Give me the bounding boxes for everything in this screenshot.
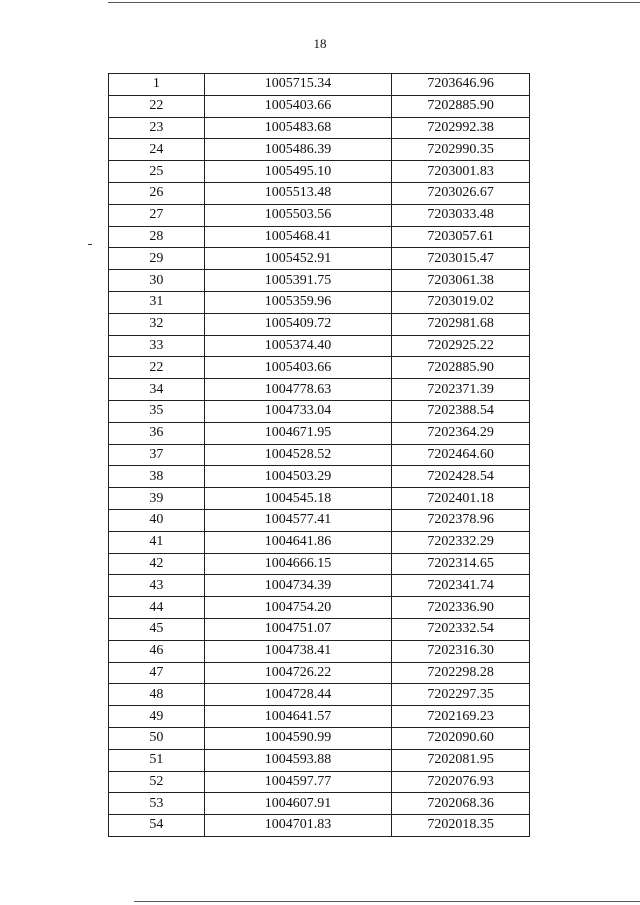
y-coordinate-cell: 7203015.47: [392, 248, 530, 270]
y-coordinate-cell: 7202925.22: [392, 335, 530, 357]
table-row: [109, 422, 530, 444]
point-number-cell: 47: [109, 662, 205, 684]
x-coordinate-cell: 1005359.96: [204, 291, 392, 313]
x-coordinate-cell: 1004503.29: [204, 466, 392, 488]
point-number-cell: 53: [109, 793, 205, 815]
y-coordinate-cell: 7202428.54: [392, 466, 530, 488]
y-coordinate-cell: 7203001.83: [392, 161, 530, 183]
point-number-cell: 24: [109, 139, 205, 161]
point-number-cell: 38: [109, 466, 205, 488]
point-number-cell: 28: [109, 226, 205, 248]
y-coordinate-cell: 7203061.38: [392, 270, 530, 292]
y-coordinate-cell: 7202364.29: [392, 422, 530, 444]
x-coordinate-cell: 1004728.44: [204, 684, 392, 706]
y-coordinate-cell: 7202981.68: [392, 313, 530, 335]
point-number-cell: 27: [109, 204, 205, 226]
point-number-cell: 25: [109, 161, 205, 183]
x-coordinate-cell: 1005374.40: [204, 335, 392, 357]
coordinates-table-body: [109, 74, 530, 837]
x-coordinate-cell: 1004733.04: [204, 400, 392, 422]
table-row: [109, 531, 530, 553]
table-row: [109, 488, 530, 510]
x-coordinate-cell: 1004701.83: [204, 815, 392, 837]
table-row: [109, 400, 530, 422]
x-coordinate-cell: 1004597.77: [204, 771, 392, 793]
x-coordinate-cell: 1005483.68: [204, 117, 392, 139]
table-row: [109, 466, 530, 488]
table-row: [109, 662, 530, 684]
x-coordinate-cell: 1004641.86: [204, 531, 392, 553]
top-rule: [108, 2, 640, 3]
y-coordinate-cell: 7203057.61: [392, 226, 530, 248]
x-coordinate-cell: 1004666.15: [204, 553, 392, 575]
point-number-cell: 45: [109, 618, 205, 640]
x-coordinate-cell: 1005403.66: [204, 95, 392, 117]
point-number-cell: 42: [109, 553, 205, 575]
point-number-cell: 48: [109, 684, 205, 706]
point-number-cell: 41: [109, 531, 205, 553]
x-coordinate-cell: 1004734.39: [204, 575, 392, 597]
y-coordinate-cell: 7202169.23: [392, 706, 530, 728]
point-number-cell: 44: [109, 597, 205, 619]
y-coordinate-cell: 7202332.29: [392, 531, 530, 553]
point-number-cell: 29: [109, 248, 205, 270]
table-row: [109, 684, 530, 706]
point-number-cell: 30: [109, 270, 205, 292]
x-coordinate-cell: 1005503.56: [204, 204, 392, 226]
table-row: [109, 793, 530, 815]
x-coordinate-cell: 1004778.63: [204, 379, 392, 401]
x-coordinate-cell: 1004751.07: [204, 618, 392, 640]
y-coordinate-cell: 7202464.60: [392, 444, 530, 466]
point-number-cell: 36: [109, 422, 205, 444]
point-number-cell: 43: [109, 575, 205, 597]
table-row: [109, 706, 530, 728]
y-coordinate-cell: 7202090.60: [392, 727, 530, 749]
y-coordinate-cell: 7202298.28: [392, 662, 530, 684]
point-number-cell: 54: [109, 815, 205, 837]
y-coordinate-cell: 7202297.35: [392, 684, 530, 706]
table-row: [109, 597, 530, 619]
table-row: [109, 313, 530, 335]
point-number-cell: 31: [109, 291, 205, 313]
y-coordinate-cell: 7202992.38: [392, 117, 530, 139]
table-row: [109, 139, 530, 161]
table-row: [109, 74, 530, 96]
table-row: [109, 640, 530, 662]
stray-mark: [88, 244, 92, 245]
y-coordinate-cell: 7202081.95: [392, 749, 530, 771]
x-coordinate-cell: 1004726.22: [204, 662, 392, 684]
x-coordinate-cell: 1005715.34: [204, 74, 392, 96]
point-number-cell: 33: [109, 335, 205, 357]
point-number-cell: 46: [109, 640, 205, 662]
x-coordinate-cell: 1004738.41: [204, 640, 392, 662]
x-coordinate-cell: 1004590.99: [204, 727, 392, 749]
point-number-cell: 37: [109, 444, 205, 466]
y-coordinate-cell: 7202316.30: [392, 640, 530, 662]
x-coordinate-cell: 1005403.66: [204, 357, 392, 379]
table-row: [109, 226, 530, 248]
point-number-cell: 51: [109, 749, 205, 771]
x-coordinate-cell: 1004545.18: [204, 488, 392, 510]
y-coordinate-cell: 7202314.65: [392, 553, 530, 575]
table-row: [109, 161, 530, 183]
coordinates-table: [108, 73, 530, 837]
x-coordinate-cell: 1004528.52: [204, 444, 392, 466]
x-coordinate-cell: 1005409.72: [204, 313, 392, 335]
table-row: [109, 771, 530, 793]
page-number: 18: [313, 36, 327, 51]
point-number-cell: 35: [109, 400, 205, 422]
y-coordinate-cell: 7203019.02: [392, 291, 530, 313]
x-coordinate-cell: 1004607.91: [204, 793, 392, 815]
table-row: [109, 815, 530, 837]
y-coordinate-cell: 7202885.90: [392, 357, 530, 379]
y-coordinate-cell: 7203033.48: [392, 204, 530, 226]
y-coordinate-cell: 7202885.90: [392, 95, 530, 117]
y-coordinate-cell: 7202378.96: [392, 509, 530, 531]
x-coordinate-cell: 1005486.39: [204, 139, 392, 161]
point-number-cell: 52: [109, 771, 205, 793]
y-coordinate-cell: 7202076.93: [392, 771, 530, 793]
table-row: [109, 270, 530, 292]
y-coordinate-cell: 7202990.35: [392, 139, 530, 161]
table-row: [109, 553, 530, 575]
x-coordinate-cell: 1005495.10: [204, 161, 392, 183]
point-number-cell: 26: [109, 182, 205, 204]
point-number-cell: 49: [109, 706, 205, 728]
table-row: [109, 749, 530, 771]
y-coordinate-cell: 7203646.96: [392, 74, 530, 96]
y-coordinate-cell: 7202332.54: [392, 618, 530, 640]
table-row: [109, 95, 530, 117]
x-coordinate-cell: 1005513.48: [204, 182, 392, 204]
point-number-cell: 40: [109, 509, 205, 531]
point-number-cell: 50: [109, 727, 205, 749]
x-coordinate-cell: 1004577.41: [204, 509, 392, 531]
point-number-cell: 32: [109, 313, 205, 335]
point-number-cell: 1: [109, 74, 205, 96]
y-coordinate-cell: 7203026.67: [392, 182, 530, 204]
table-row: [109, 357, 530, 379]
x-coordinate-cell: 1004671.95: [204, 422, 392, 444]
y-coordinate-cell: 7202371.39: [392, 379, 530, 401]
table-row: [109, 182, 530, 204]
table-row: [109, 379, 530, 401]
x-coordinate-cell: 1004641.57: [204, 706, 392, 728]
table-row: [109, 575, 530, 597]
table-row: [109, 727, 530, 749]
table-row: [109, 291, 530, 313]
bottom-rule: [134, 901, 640, 902]
table-row: [109, 204, 530, 226]
table-row: [109, 335, 530, 357]
x-coordinate-cell: 1005468.41: [204, 226, 392, 248]
y-coordinate-cell: 7202336.90: [392, 597, 530, 619]
table-row: [109, 509, 530, 531]
x-coordinate-cell: 1004593.88: [204, 749, 392, 771]
table-row: [109, 117, 530, 139]
y-coordinate-cell: 7202068.36: [392, 793, 530, 815]
x-coordinate-cell: 1005452.91: [204, 248, 392, 270]
y-coordinate-cell: 7202018.35: [392, 815, 530, 837]
point-number-cell: 23: [109, 117, 205, 139]
point-number-cell: 34: [109, 379, 205, 401]
point-number-cell: 22: [109, 357, 205, 379]
x-coordinate-cell: 1004754.20: [204, 597, 392, 619]
y-coordinate-cell: 7202388.54: [392, 400, 530, 422]
table-row: [109, 618, 530, 640]
table-row: [109, 444, 530, 466]
point-number-cell: 22: [109, 95, 205, 117]
y-coordinate-cell: 7202401.18: [392, 488, 530, 510]
y-coordinate-cell: 7202341.74: [392, 575, 530, 597]
point-number-cell: 39: [109, 488, 205, 510]
x-coordinate-cell: 1005391.75: [204, 270, 392, 292]
table-row: [109, 248, 530, 270]
